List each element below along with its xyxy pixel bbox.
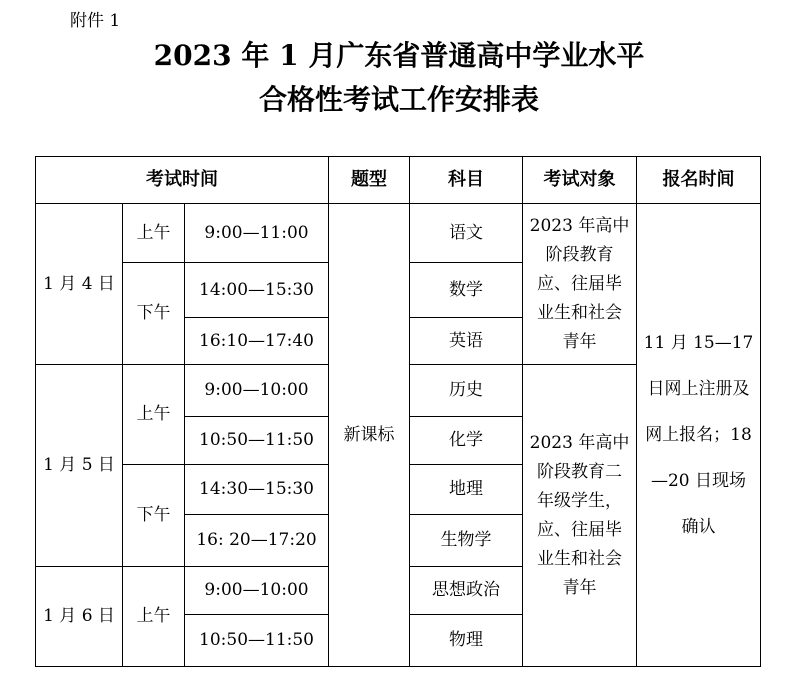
time-cell: 14:00—15:30 (185, 263, 329, 318)
target-cell: 2023 年高中阶段教育应、往届毕业生和社会青年 (523, 204, 637, 365)
registration-cell: 11 月 15—17 日网上注册及网上报名；18—20 日现场确认 (637, 204, 761, 667)
document-title-line2: 合格性考试工作安排表 (258, 83, 539, 116)
subject-cell: 地理 (410, 465, 523, 515)
header-row (36, 157, 761, 204)
subject-cell: 英语 (410, 318, 523, 365)
time-cell: 9:00—10:00 (185, 365, 329, 417)
subject-cell: 化学 (410, 417, 523, 465)
time-cell: 14:30—15:30 (185, 465, 329, 515)
time-cell: 10:50—11:50 (185, 417, 329, 465)
attachment-label: 附件 1 (70, 11, 121, 31)
document-title-line1: 2023 年 1 月广东省普通高中学业水平 (153, 39, 645, 72)
session-cell: 下午 (123, 263, 185, 365)
subject-cell: 生物学 (410, 515, 523, 567)
header-registration-time: 报名时间 (637, 157, 761, 204)
time-cell: 16:10—17:40 (185, 318, 329, 365)
session-cell: 上午 (123, 567, 185, 667)
header-exam-time: 考试时间 (36, 157, 329, 204)
time-cell: 16: 20—17:20 (185, 515, 329, 567)
subject-cell: 思想政治 (410, 567, 523, 615)
time-cell: 9:00—11:00 (185, 204, 329, 263)
subject-cell: 数学 (410, 263, 523, 318)
session-cell: 上午 (123, 204, 185, 263)
table-row (36, 204, 761, 263)
exam-schedule-table (35, 156, 761, 667)
time-cell: 9:00—10:00 (185, 567, 329, 615)
header-exam-target: 考试对象 (523, 157, 637, 204)
date-cell: 1 月 4 日 (36, 204, 123, 365)
date-cell: 1 月 6 日 (36, 567, 123, 667)
header-subject: 科目 (410, 157, 523, 204)
question-type-cell: 新课标 (329, 204, 410, 667)
target-cell: 2023 年高中阶段教育二年级学生，应、往届毕业生和社会青年 (523, 365, 637, 667)
subject-cell: 物理 (410, 615, 523, 667)
subject-cell: 语文 (410, 204, 523, 263)
subject-cell: 历史 (410, 365, 523, 417)
header-question-type: 题型 (329, 157, 410, 204)
date-cell: 1 月 5 日 (36, 365, 123, 567)
session-cell: 下午 (123, 465, 185, 567)
session-cell: 上午 (123, 365, 185, 465)
time-cell: 10:50—11:50 (185, 615, 329, 667)
